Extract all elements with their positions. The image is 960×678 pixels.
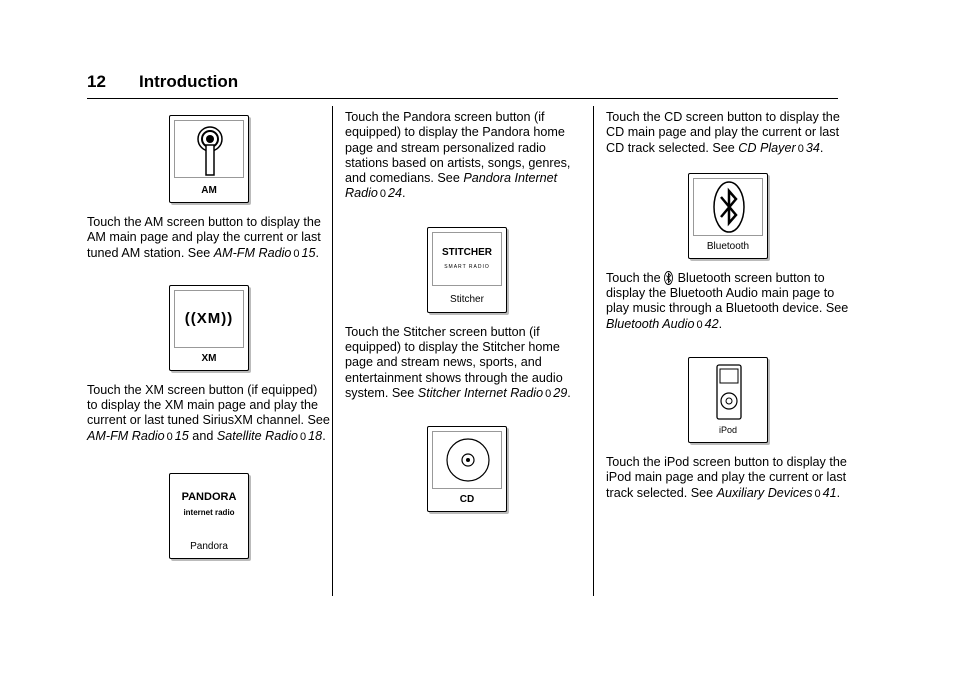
bluetooth-button-label: Bluetooth	[706, 240, 750, 252]
xm-description: Touch the XM screen button (if equipped) to display the XM main page and play the current or last tuned SiriusXM channel. See AM-FM Radio 0 15 and Satellite Radio 0 18.	[87, 382, 330, 443]
column-divider-2	[593, 106, 594, 596]
am-fm-radio-link[interactable]: AM-FM Radio	[87, 428, 165, 443]
bluetooth-icon	[694, 179, 764, 235]
section-title: Introduction	[139, 72, 239, 91]
auxiliary-devices-link[interactable]: Auxiliary Devices	[716, 485, 813, 500]
bluetooth-audio-link[interactable]: Bluetooth Audio	[606, 316, 695, 331]
cd-player-link[interactable]: CD Player	[738, 140, 796, 155]
pandora-internet-radio-link[interactable]: Pandora Internet Radio	[345, 171, 558, 201]
page-ref-arrow-icon: 0	[166, 430, 173, 443]
stitcher-internet-radio-link[interactable]: Stitcher Internet Radio	[417, 385, 544, 400]
ipod-icon	[694, 363, 764, 421]
satellite-radio-link[interactable]: Satellite Radio	[216, 428, 299, 443]
page-ref-arrow-icon: 0	[696, 318, 703, 331]
xm-signal-icon: ((XM))	[184, 310, 234, 328]
page-ref-arrow-icon: 0	[545, 387, 552, 400]
page-ref-arrow-icon: 0	[797, 142, 804, 155]
ipod-screen-button[interactable]	[688, 357, 768, 443]
cd-description: Touch the CD screen button to display the CD main page and play the current or last CD track selected. See CD Player 0 34.	[606, 110, 840, 155]
column-divider-1	[332, 106, 333, 596]
am-fm-radio-link[interactable]: AM-FM Radio	[213, 245, 292, 260]
stitcher-logo-text: STITCHER	[442, 246, 492, 258]
am-button-label: AM	[201, 184, 217, 196]
pandora-screen-button[interactable]	[169, 473, 249, 559]
stitcher-screen-button[interactable]	[427, 227, 507, 313]
page-number: 12	[87, 72, 106, 91]
pandora-logo-subtext: internet radio	[183, 507, 235, 517]
xm-button-label: XM	[201, 352, 217, 364]
disc-icon	[433, 432, 503, 488]
column-3	[606, 110, 850, 502]
am-description: Touch the AM screen button to display the AM main page and play the current or last tuned AM station. See AM-FM Radio 0 15.	[87, 215, 321, 260]
page-ref-arrow-icon: 0	[293, 247, 300, 260]
ipod-button-label: iPod	[718, 424, 737, 435]
bluetooth-screen-button[interactable]	[688, 173, 768, 259]
cd-screen-button[interactable]	[427, 426, 507, 512]
xm-screen-button[interactable]	[169, 285, 249, 371]
pandora-button-label: Pandora	[190, 540, 228, 552]
pandora-logo-text: PANDORA	[181, 491, 237, 504]
page-ref-arrow-icon: 0	[379, 188, 387, 201]
stitcher-button-label: Stitcher	[450, 294, 484, 306]
stitcher-description: Touch the Stitcher screen button (if equipped) to display the Stitcher home page and stream news, sports, and entertainment shows through the audio system. See Stitcher Internet Radio 0 29.	[345, 324, 571, 400]
page-header	[87, 72, 238, 92]
antenna-icon	[175, 121, 245, 177]
ipod-description: Touch the iPod screen button to display the iPod main page and play the current or last track selected. See Auxiliary Devices 0 41.	[606, 455, 847, 500]
cd-button-label: CD	[459, 493, 475, 505]
column-1	[87, 110, 331, 571]
am-screen-button[interactable]	[169, 115, 249, 203]
page-ref-arrow-icon: 0	[300, 430, 307, 443]
header-rule	[87, 98, 838, 99]
stitcher-logo-subtext: SMART RADIO	[444, 264, 490, 271]
bluetooth-inline-icon	[664, 271, 673, 285]
pandora-description: Touch the Pandora screen button (if equipped) to display the Pandora home page and stream personalized radio stations based on artists, songs, genres, and comedians. See Pandora Internet Radio 0 24.	[345, 110, 571, 201]
page-ref-arrow-icon: 0	[814, 487, 821, 500]
column-2	[345, 110, 589, 524]
bluetooth-description: Touch the Bluetooth screen button to display the Bluetooth Audio main page to play music through a Bluetooth device. See Bluetooth Audio 0 42.	[606, 270, 849, 331]
